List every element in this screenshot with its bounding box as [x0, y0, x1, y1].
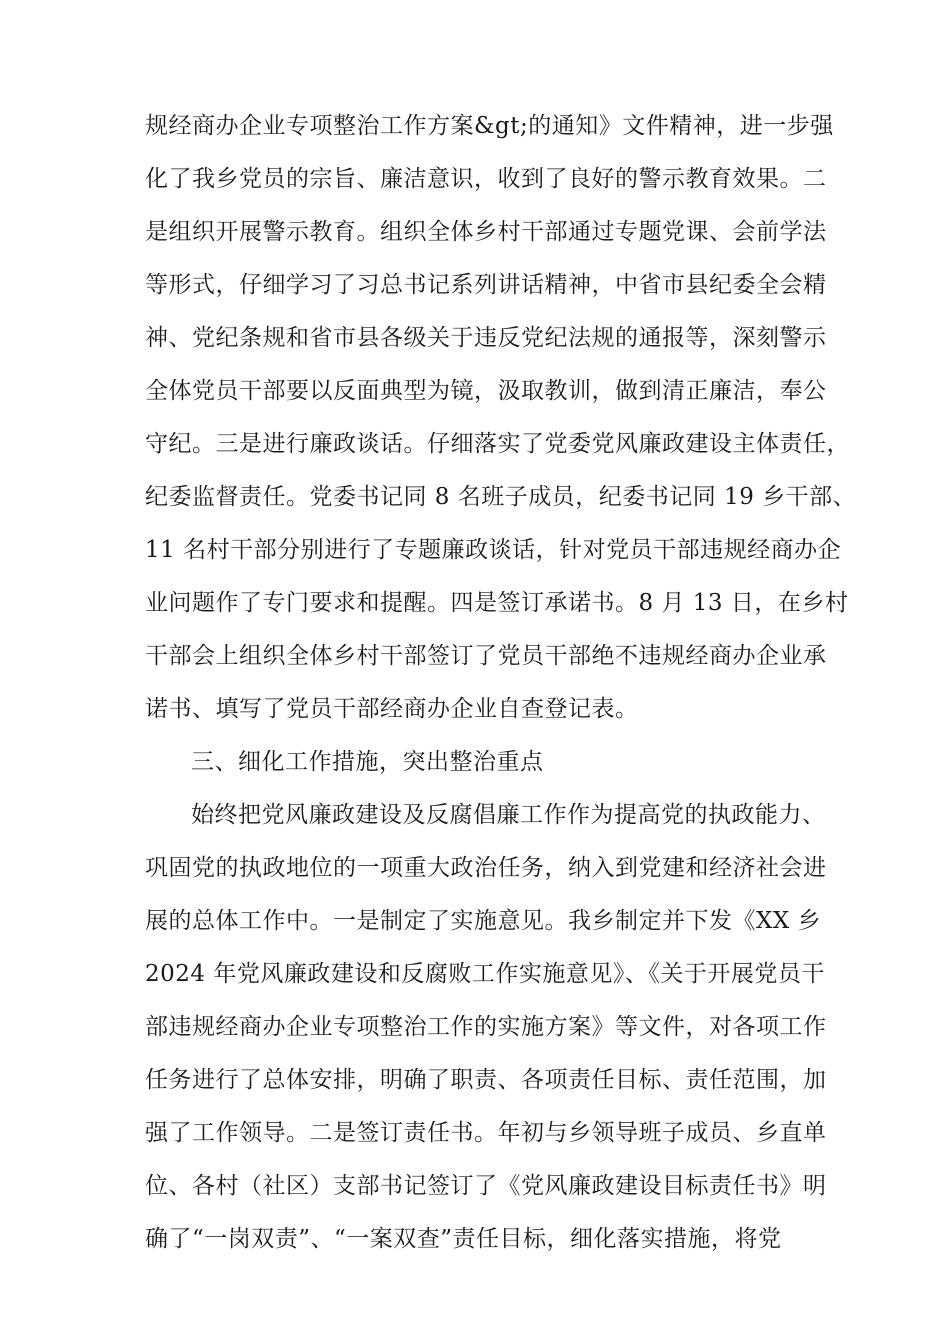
- text-line: 守纪。三是进行廉政谈话。仔细落实了党委党风廉政建设主体责任，: [145, 431, 850, 457]
- text-line: 展的总体工作中。一是制定了实施意见。我乡制定并下发《XX 乡: [145, 908, 822, 934]
- text-line: 11 名村干部分别进行了专题廉政谈话，针对党员干部违规经商办企: [145, 537, 842, 563]
- text-line: 是组织开展警示教育。组织全体乡村干部通过专题党课、会前学法: [145, 219, 827, 245]
- text-line: 部违规经商办企业专项整治工作的实施方案》等文件，对各项工作: [145, 1014, 827, 1040]
- text-line: 诺书、填写了党员干部经商办企业自查登记表。: [145, 696, 639, 722]
- text-line: 2024 年党风廉政建设和反腐败工作实施意见》、《关于开展党员干: [145, 961, 825, 987]
- text-line: 纪委监督责任。党委书记同 8 名班子成员，纪委书记同 19 乡干部、: [145, 484, 857, 510]
- text-line: 任务进行了总体安排，明确了职责、各项责任目标、责任范围，加: [145, 1067, 827, 1093]
- text-line: 始终把党风廉政建设及反腐倡廉工作作为提高党的执政能力、: [191, 802, 826, 828]
- document-body: [145, 100, 857, 1266]
- text-line: 巩固党的执政地位的一项重大政治任务，纳入到党建和经济社会进: [145, 855, 827, 881]
- text-line: 干部会上组织全体乡村干部签订了党员干部绝不违规经商办企业承: [145, 643, 827, 669]
- section-heading: 三、细化工作措施，突出整治重点: [191, 749, 544, 775]
- text-line: 神、党纪条规和省市县各级关于违反党纪法规的通报等，深刻警示: [145, 325, 827, 351]
- text-line: 确了“一岗双责”、“一案双查”责任目标，细化落实措施，将党: [145, 1226, 782, 1252]
- text-line: 化了我乡党员的宗旨、廉洁意识，收到了良好的警示教育效果。二: [145, 166, 827, 192]
- text-line: 等形式，仔细学习了习总书记系列讲话精神，中省市县纪委全会精: [145, 272, 827, 298]
- text-line: 规经商办企业专项整治工作方案&gt;的通知》文件精神，进一步强: [145, 113, 834, 139]
- text-line: 业问题作了专门要求和提醒。四是签订承诺书。8 月 13 日，在乡村: [145, 590, 849, 616]
- text-line: 强了工作领导。二是签订责任书。年初与乡领导班子成员、乡直单: [145, 1120, 827, 1146]
- text-line: 全体党员干部要以反面典型为镜，汲取教训，做到清正廉洁，奉公: [145, 378, 827, 404]
- text-line: 位、各村（社区）支部书记签订了《党风廉政建设目标责任书》明: [145, 1173, 827, 1199]
